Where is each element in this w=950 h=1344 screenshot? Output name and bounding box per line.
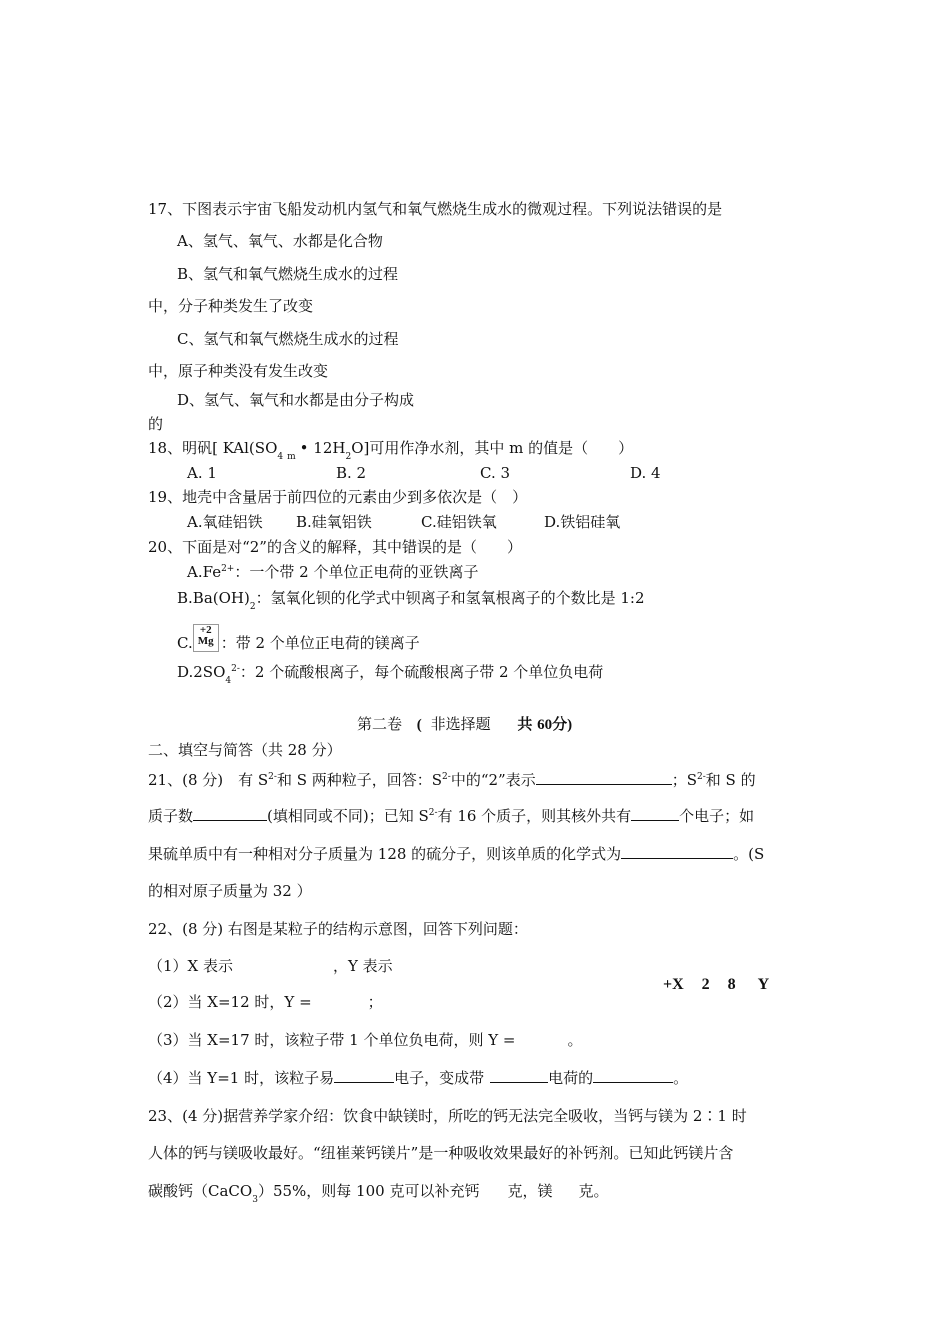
q23-text: ）55%，则每 100 克可以补充钙 <box>257 1182 480 1200</box>
answer-blank[interactable] <box>490 1068 548 1083</box>
q21-text: 和 S 的 <box>705 771 756 789</box>
q17-option-c-line1: C、氢气和氧气燃烧生成水的过程 <box>177 330 399 348</box>
q19-stem: 19、地壳中含量居于前四位的元素由少到多依次是（ ） <box>148 488 528 506</box>
q22-part3 <box>148 1030 583 1050</box>
q20-b-text: B.Ba(OH) <box>177 589 250 607</box>
q19-option-a: A.氧硅铝铁 <box>187 513 263 531</box>
q20-option-c <box>177 624 420 658</box>
superscript: 2- <box>696 772 706 782</box>
q21-text: 中的“2”表示 <box>450 771 536 789</box>
q22-part2 <box>148 992 383 1012</box>
q20-d-text: D.2SO <box>177 663 226 681</box>
q21-text: 和 S 两种粒子，回答：S <box>276 771 443 789</box>
q18-stem-text: • 12H <box>299 439 346 457</box>
mg-ion-image <box>193 624 219 652</box>
q22-text: （4）当 Y=1 时，该粒子易 <box>148 1069 335 1087</box>
q17-option-d-line2: 的 <box>148 415 164 433</box>
q20-a-text: A.Fe <box>187 563 222 581</box>
q18-option-c: C. 3 <box>480 464 511 482</box>
q21-line3 <box>148 844 764 864</box>
q23-text: 克。 <box>578 1182 609 1200</box>
superscript: 2- <box>268 772 277 782</box>
q18-stem <box>148 438 633 461</box>
q19-option-c: C.硅铝铁氧 <box>421 513 497 531</box>
subscript: 4 <box>277 452 284 462</box>
part2-score-label: 共 <box>517 717 533 733</box>
q20-d-text: ：2 个硫酸根离子，每个硫酸根离子带 2 个单位负电荷 <box>239 663 604 681</box>
q17-option-c-line2: 中，原子种类没有发生改变 <box>148 362 329 380</box>
q17-option-b-line1: B、氢气和氧气燃烧生成水的过程 <box>177 265 399 283</box>
q22-text: 电子，变成带 <box>394 1069 485 1087</box>
q23-line3 <box>148 1181 608 1204</box>
answer-blank[interactable] <box>536 770 672 785</box>
q23-text: 碳酸钙（CaCO <box>148 1182 253 1200</box>
q18-option-a: A. 1 <box>187 464 217 482</box>
nucleus-charge: +X <box>663 976 684 993</box>
part2-score-unit: 分) <box>552 717 573 733</box>
answer-blank[interactable] <box>193 806 267 821</box>
q22-stem: 22、(8 分) 右图是某粒子的结构示意图，回答下列问题： <box>148 920 528 938</box>
subscript: m <box>287 452 296 462</box>
q22-part1 <box>148 956 393 976</box>
part2-title-text: 非选择题 <box>430 715 491 733</box>
part2-title <box>357 714 572 735</box>
q17-option-d-line1: D、氢气、氧气和水都是由分子构成 <box>177 391 415 409</box>
q18-option-b: B. 2 <box>336 464 367 482</box>
shell-3-electrons: Y <box>757 976 770 993</box>
shell-1-electrons: 2 <box>701 976 710 993</box>
part2-title-text: 第二卷 <box>357 715 403 733</box>
q21-text: 果硫单质中有一种相对分子质量为 128 的硫分子，则该单质的化学式为 <box>148 845 622 863</box>
subscript: 4 <box>225 676 232 686</box>
q21-text: 。(S <box>733 845 765 863</box>
q17-option-a: A、氢气、氧气、水都是化合物 <box>177 232 383 250</box>
q21-line4: 的相对原子质量为 32 ） <box>148 882 312 900</box>
q21-line1 <box>148 770 756 793</box>
q22-text: 。 <box>567 1031 583 1049</box>
q19-option-b: B.硅氧铝铁 <box>296 513 372 531</box>
q22-part4 <box>148 1068 688 1088</box>
superscript: 2- <box>442 772 451 782</box>
q17-option-b-line2: 中，分子种类发生了改变 <box>148 297 314 315</box>
q22-text: （2）当 X=12 时，Y = <box>148 993 312 1011</box>
q17-stem: 17、下图表示宇宙飞船发动机内氢气和氧气燃烧生成水的微观过程。下列说法错误的是 <box>148 200 723 218</box>
subscript: 3 <box>252 1195 258 1205</box>
q20-option-d <box>177 662 603 685</box>
q20-a-text: ：一个带 2 个单位正电荷的亚铁离子 <box>234 563 479 581</box>
mg-symbol: Mg <box>197 635 214 647</box>
q22-text: （3）当 X=17 时，该粒子带 1 个单位负电荷，则 Y = <box>148 1031 516 1049</box>
mg-charge: +2 <box>199 624 212 636</box>
q23-line1: 23、(4 分)据营养学家介绍：饮食中缺镁时，所吃的钙无法完全吸收，当钙与镁为 2∶1 时 <box>148 1107 747 1125</box>
q22-text: 电荷的 <box>548 1069 594 1087</box>
q22-text: 。 <box>673 1069 689 1087</box>
q21-text: ；S <box>671 771 697 789</box>
answer-blank[interactable] <box>631 806 679 821</box>
shell-2-electrons: 8 <box>727 976 736 993</box>
particle-structure-diagram <box>663 976 769 994</box>
q20-b-text: ：氢氧化钡的化学式中钡离子和氢氧根离子的个数比是 1:2 <box>255 589 645 607</box>
q21-line2 <box>148 806 754 829</box>
q20-option-a <box>187 562 478 585</box>
q21-text: 质子数 <box>148 807 194 825</box>
subscript: 2 <box>345 452 352 462</box>
superscript: 2- <box>231 664 240 674</box>
q22-text: ； <box>367 993 383 1011</box>
answer-blank[interactable] <box>334 1068 394 1083</box>
q21-text: 有 16 个质子，则其核外共有 <box>437 807 632 825</box>
q23-text: 克，镁 <box>507 1182 553 1200</box>
section2-heading: 二、填空与简答（共 28 分） <box>148 741 342 759</box>
q20-c-text: C. <box>177 634 193 652</box>
q23-line2: 人体的钙与镁吸收最好。“纽崔莱钙镁片”是一种吸收效果最好的补钙剂。已知此钙镁片含 <box>148 1144 734 1162</box>
q22-text: ，Y 表示 <box>333 957 393 975</box>
q18-option-d: D. 4 <box>630 464 661 482</box>
q19-option-d: D.铁铝硅氧 <box>544 513 621 531</box>
q18-stem-text: O]可用作净水剂，其中 m 的值是（ ） <box>351 439 634 457</box>
q18-stem-text: 18、明矾[ KAl(SO <box>148 439 278 457</box>
q20-c-text: ：带 2 个单位正电荷的镁离子 <box>220 634 420 652</box>
answer-blank[interactable] <box>593 1068 673 1083</box>
q20-option-b <box>177 588 645 611</box>
superscript: 2+ <box>221 564 235 574</box>
q20-stem: 20、下面是对“2”的含义的解释，其中错误的是（ ） <box>148 538 522 556</box>
q22-text: （1）X 表示 <box>148 957 233 975</box>
q21-text: 个电子；如 <box>679 807 755 825</box>
part2-score: 60 <box>537 717 553 733</box>
part2-paren: ( <box>416 717 422 733</box>
q21-text: 21、(8 分) 有 S <box>148 771 269 789</box>
answer-blank[interactable] <box>621 844 733 859</box>
superscript: 2- <box>428 808 438 818</box>
subscript: 2 <box>249 602 256 612</box>
q21-text: (填相同或不同)；已知 S <box>267 807 429 825</box>
